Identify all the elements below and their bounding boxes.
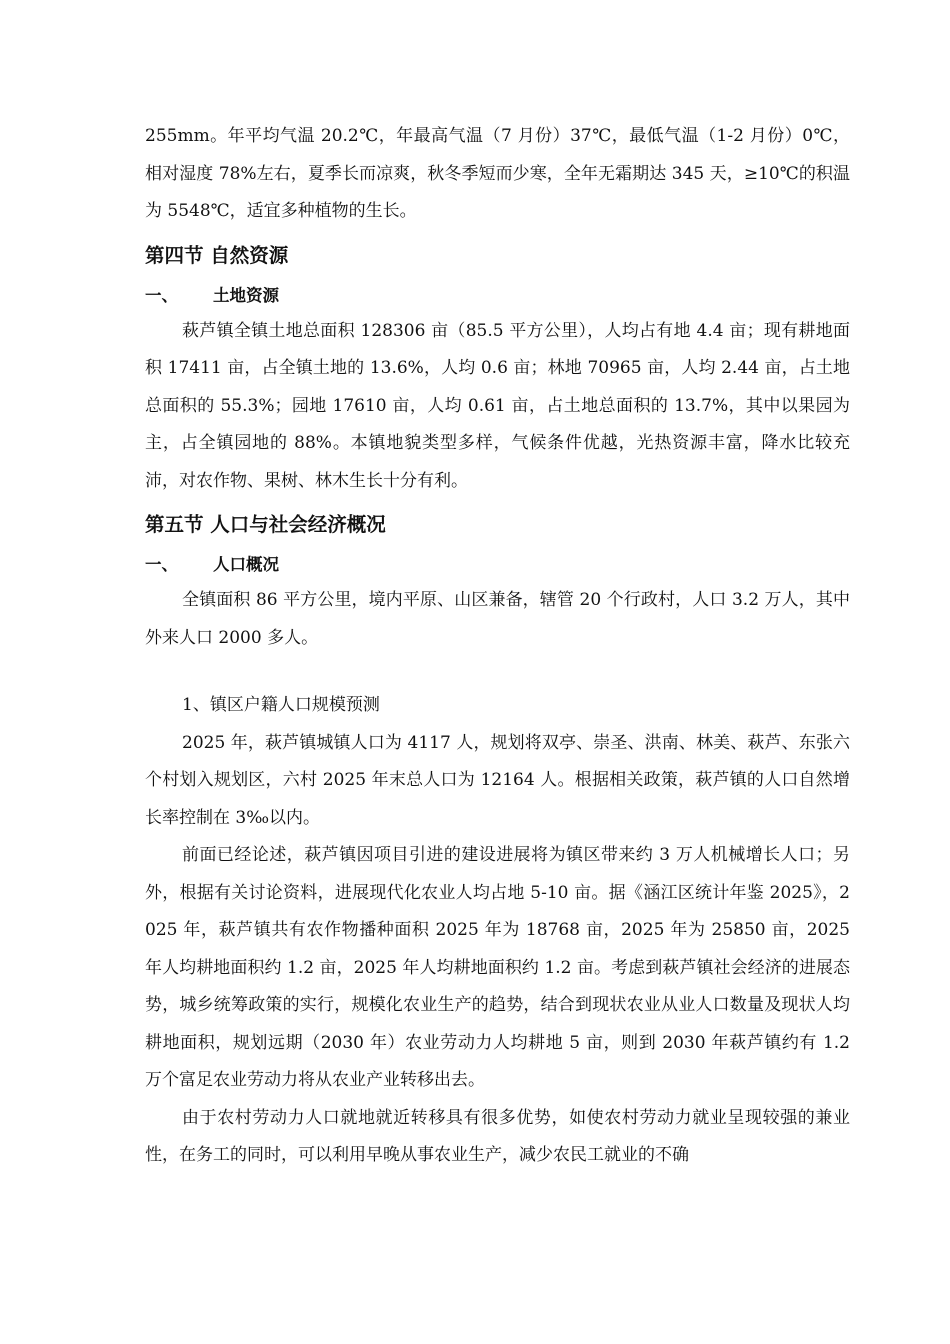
land-resources-paragraph: 萩芦镇全镇土地总面积 128306 亩（85.5 平方公里），人均占有地 4.4 亩；现有耕地面积 17411 亩，占全镇土地的 13.6%，人均 0.6 亩；林地 70965 亩，人均 2.44 亩，占土地总面积的 55.3%；园地 17610 亩，人均 0.61 亩，占土地总面积的 13.7%，其中以果园为主，占全镇园地的 88%。本镇地貌类型多样，气候条件优越，光热资源丰富，降水比较充沛，对农作物、果树、林木生长十分有利。 (145, 320, 850, 491)
document-body (145, 118, 850, 1175)
climate-paragraph: 255mm。年平均气温 20.2℃，年最高气温（7 月份）37℃，最低气温（1-2 月份）0℃，相对湿度 78%左右，夏季长而凉爽，秋冬季短而少寒，全年无霜期达 345 天，≥10℃的积温为 5548℃，适宜多种植物的生长。 (145, 126, 850, 221)
population-overview-heading (145, 548, 850, 582)
land-resources-heading (145, 279, 850, 313)
population-overview-heading-title: 人口概况 (213, 555, 279, 574)
section-4-heading: 第四节 自然资源 (145, 243, 289, 267)
population-overview-heading-number: 一、 (145, 555, 178, 574)
rural-labor-paragraph: 由于农村劳动力人口就地就近转移具有很多优势，如使农村劳动力就业呈现较强的兼业性，在务工的同时，可以利用早晚从事农业生产，减少农民工就业的不确 (145, 1107, 850, 1165)
section-5-heading: 第五节 人口与社会经济概况 (145, 513, 386, 536)
population-overview-paragraph: 全镇面积 86 平方公里，境内平原、山区兼备，辖管 20 个行政村，人口 3.2 万人，其中外来人口 2000 多人。 (145, 590, 850, 648)
item-1-paragraph: 2025 年，萩芦镇城镇人口为 4117 人，规划将双亭、崇圣、洪南、林美、萩芦、东张六个村划入规划区，六村 2025 年末总人口为 12164 人。根据相关政策，萩芦镇的人口自然增长率控制在 3‰以内。 (145, 732, 850, 828)
blank-line (145, 657, 850, 687)
land-resources-heading-number: 一、 (145, 285, 178, 305)
mechanical-growth-paragraph: 前面已经论述，萩芦镇因项目引进的建设进展将为镇区带来约 3 万人机械增长人口；另外，根据有关讨论资料，进展现代化农业人均占地 5-10 亩。据《涵江区统计年鉴 2025》，2025 年，萩芦镇共有农作物播种面积 2025 年为 18768 亩，2025 年为 25850 亩，2025 年人均耕地面积约 1.2 亩，2025 年人均耕地面积约 1.2 亩。考虑到萩芦镇社会经济的进展态势，城乡统筹政策的实行，规模化农业生产的趋势，结合到现状农业从业人口数量及现状人均耕地面积，规划远期（2030 年）农业劳动力人均耕地 5 亩，则到 2030 年萩芦镇约有 1.2 万个富足农业劳动力将从农业产业转移出去。 (145, 845, 850, 1090)
item-1-title: 1、镇区户籍人口规模预测 (182, 695, 380, 715)
land-resources-heading-title: 土地资源 (213, 285, 279, 305)
